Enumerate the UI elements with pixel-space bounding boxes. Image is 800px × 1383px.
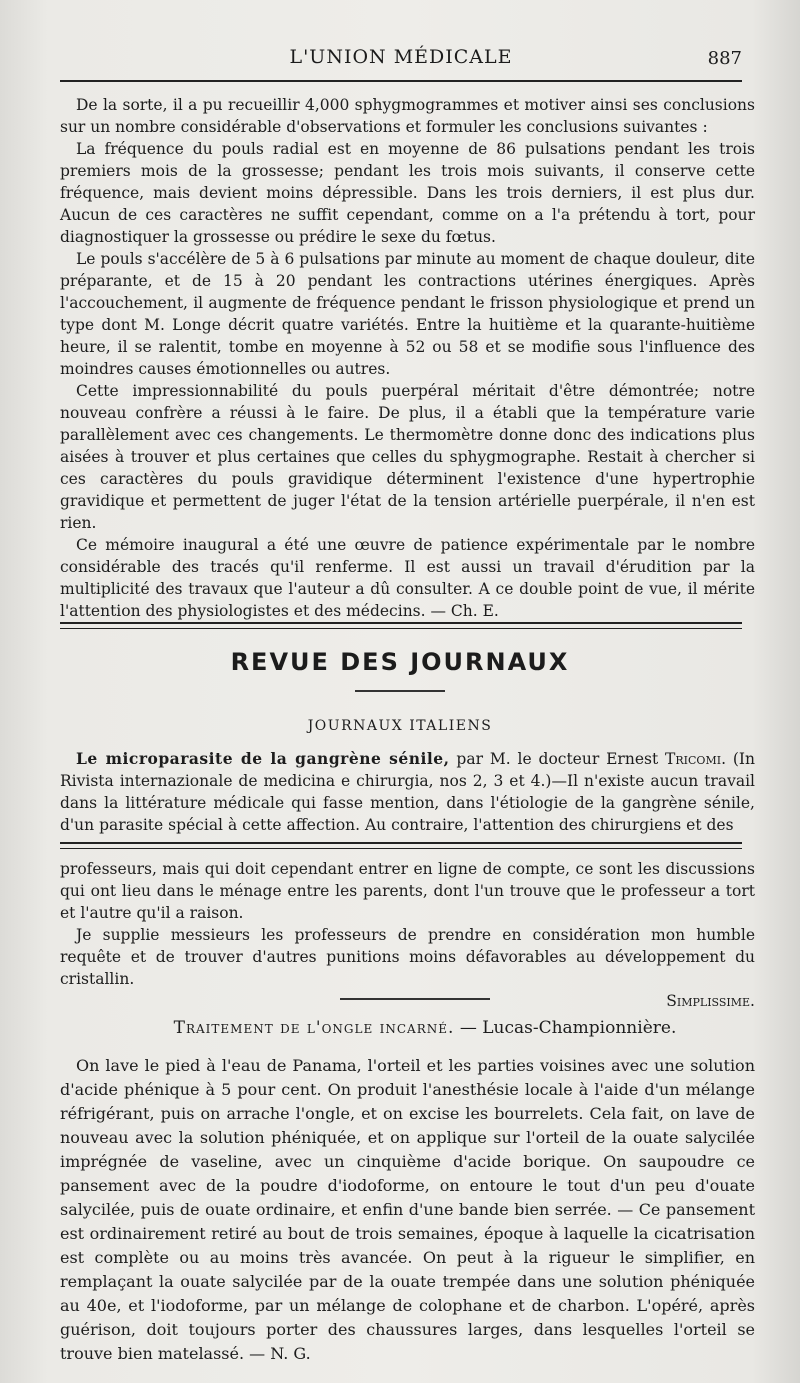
intro-paragraph-3: Le pouls s'accélère de 5 à 6 pulsations par minute au moment de chaque douleur, dite préparante, et de 15 à 20 pendant les contractions utérines énergiques. Après l'accouchement, il augmente de fréquence pendant le frisson physiologique et prend un type dont M. Longe décrit quatre variétés. Entre la huitième et la quarante-huitième heure, il se ralentit, tombe en moyenne à 52 ou 58 et se modifie sous l'influence des moindres causes émotionnelles ou autres.: [60, 250, 755, 378]
feuilleton-rule-top: [60, 842, 742, 844]
intro-paragraph-4: Cette impressionnabilité du pouls puerpéral méritait d'être démontrée; notre nouveau confrère a réussi à le faire. De plus, il a établi que la température varie parallèlement avec ces changements. Le thermomètre donne donc des indications plus aisées à trouver et plus certaines que celles du sphygmographe. Restait à chercher si ces caractères du pouls gravidique déterminent l'existence d'une hypertrophie gravidique et permettent de juger l'état de la tension artérielle puerpérale, il n'en est rien.: [60, 382, 755, 532]
feuilleton-paragraph-1: professeurs, mais qui doit cependant entrer en ligne de compte, ce sont les discussions qui ont lieu dans le ménage entre les parents, dont l'un trouve que le professeur a tort et l'autre qu'il a raison.: [60, 860, 755, 922]
article-1: [60, 748, 755, 836]
section-title-underline: [355, 690, 445, 692]
running-title: L'UNION MÉDICALE: [289, 46, 513, 68]
feuilleton-text: [60, 858, 755, 1012]
page-number: 887: [707, 48, 742, 69]
intro-paragraph-5: Ce mémoire inaugural a été une œuvre de patience expérimentale par le nombre considérable des tracés qu'il renferme. Il est aussi un travail d'érudition par la multiplicité des travaux que l'auteur a dû consulter. A ce double point de vue, il mérite l'attention des physiologistes et des médecins. — Ch. E.: [60, 536, 755, 620]
article-2-paragraph: On lave le pied à l'eau de Panama, l'orteil et les parties voisines avec une solution d'acide phénique à 5 pour cent. On produit l'anesthésie locale à l'aide d'un mélange réfrigérant, puis on arrache l'ongle, et on excise les bourrelets. Cela fait, on lave de nouveau avec la solution phéniquée, et on applique sur l'orteil de la ouate salycilée imprégnée de vaseline, avec un cinquième d'acide borique. On saupoudre ce pansement avec de la poudre d'iodoforme, on entoure le tout d'un peu d'ouate salycilée, puis de ouate ordinaire, et enfin d'une bande bien serrée. — Ce pansement est ordinairement retiré au bout de trois semaines, époque à laquelle la cicatrisation est complète ou au moins très avancée. On peut à la rigueur le simplifier, en remplaçant la ouate salycilée par de la ouate trempée dans une solution phéniquée au 40e, et l'iodoforme, par un mélange de colophane et de charbon. L'opéré, après guérison, doit toujours porter des chaussures larges, dans lesquelles l'orteil se trouve bien matelassé. — N. G.: [60, 1056, 755, 1363]
intro-text: [60, 94, 755, 622]
intro-paragraph-2: La fréquence du pouls radial est en moyenne de 86 pulsations pendant les trois premiers mois de la grossesse; pendant les trois mois suivants, il conserve cette fréquence, mais devient moins dépressible. Dans les trois derniers, il est plus dur. Aucun de ces caractères ne suffit cependant, comme on a l'a prétendu à tort, pour diagnostiquer la grossesse ou prédire le sexe du fœtus.: [60, 140, 755, 246]
article-1-paragraph: [60, 748, 755, 836]
intro-paragraph-1: De la sorte, il a pu recueillir 4,000 sphygmogrammes et motiver ainsi ses conclusions sur un nombre considérable d'observations et formuler les conclusions suivantes :: [60, 96, 755, 136]
article-2-heading-author: — Lucas-Championnière.: [454, 1018, 677, 1038]
section-title: REVUE DES JOURNAUX: [230, 648, 570, 676]
article-1-text: . (In Rivista internazionale de medicina e chirurgia, nos 2, 3 et 4.)—Il n'existe aucun travail dans la littérature médicale qui fasse mention, dans l'étiologie de la gangrène sénile, d'un parasite spécial à cette affection. Au contraire, l'attention des chirurgiens et des: [60, 750, 756, 834]
page-header: [60, 40, 742, 80]
feuilleton-paragraph-2: Je supplie messieurs les professeurs de prendre en considération mon humble requête et de trouver d'autres punitions moins défavorables au développement du cristallin.: [60, 926, 755, 988]
article-1-title: Le microparasite de la gangrène sénile,: [76, 749, 450, 768]
article-2-heading: [130, 1018, 720, 1038]
article-1-byline: par M. le docteur Ernest: [449, 750, 666, 768]
article-2-separator: [340, 998, 490, 1000]
article-2-heading-title: Traitement de l'ongle incarné.: [173, 1018, 455, 1038]
header-rule: [60, 80, 742, 82]
section-rule-bottom: [60, 628, 742, 629]
feuilleton-rule-bottom: [60, 848, 742, 849]
subsection-title: JOURNAUX ITALIENS: [307, 718, 493, 734]
article-2: [60, 1054, 755, 1366]
feuilleton-signature: Simplissime.: [666, 992, 755, 1010]
article-1-author: Tricomi: [665, 750, 722, 768]
section-rule-top: [60, 622, 742, 624]
